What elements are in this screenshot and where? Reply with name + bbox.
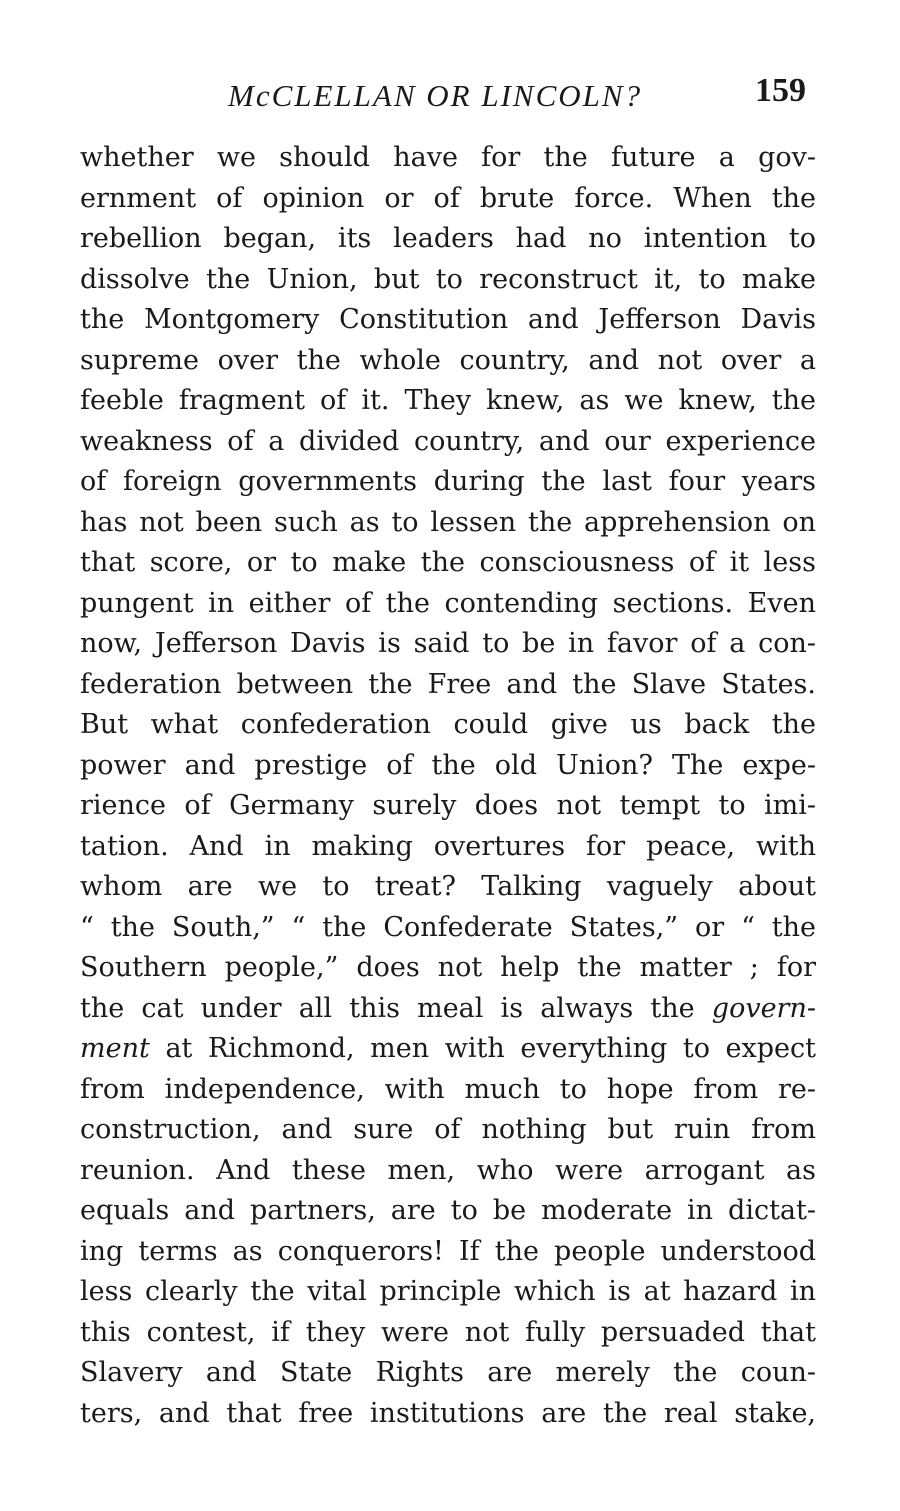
text-line: But what confederation could give us back the: [80, 709, 816, 740]
text-line: Slavery and State Rights are merely the coun-: [80, 1357, 816, 1388]
text-line: of foreign governments during the last four years: [80, 466, 816, 497]
text-line: reunion. And these men, who were arrogant as: [80, 1154, 816, 1186]
running-title: McCLELLAN OR LINCOLN?: [228, 78, 643, 113]
text-line: “ the South,” “ the Confederate States,” or “ the: [80, 911, 816, 943]
text-line: equals and partners, are to be moderate in dictat-: [80, 1195, 816, 1226]
text-line: now, Jefferson Davis is said to be in favor of a con-: [80, 628, 816, 659]
text-line: whom are we to treat? Talking vaguely about: [80, 871, 816, 902]
text-line: ernment of opinion or of brute force. When the: [80, 182, 816, 214]
text-line: that score, or to make the consciousness of it less: [80, 547, 816, 578]
text-line: weakness of a divided country, and our experience: [80, 425, 816, 457]
text-line: tation. And in making overtures for peace, with: [80, 830, 816, 862]
text-line: rience of Germany surely does not tempt to imi-: [80, 790, 816, 821]
text-line: Southern people,” does not help the matter ; for: [80, 952, 816, 983]
text-line: whether we should have for the future a gov-: [80, 142, 816, 173]
text-line: ing terms as conquerors! If the people understood: [80, 1235, 816, 1267]
text-line: from independence, with much to hope from re-: [80, 1073, 816, 1105]
text-line-mixed: [80, 989, 816, 1030]
text-line: supreme over the whole country, and not over a: [80, 344, 816, 376]
text-line-mixed: [80, 1029, 816, 1070]
running-head: [0, 72, 900, 120]
text-line: ters, and that free institutions are the real stake,: [80, 1397, 816, 1429]
text-run: the cat under all this meal is always the: [80, 992, 695, 1024]
text-line: dissolve the Union, but to reconstruct it, to make: [80, 263, 816, 295]
text-line: federation between the Free and the Slave States.: [80, 668, 816, 700]
text-line: has not been such as to lessen the apprehension on: [80, 506, 816, 538]
body-text: [80, 138, 816, 1434]
text-line: feeble fragment of it. They knew, as we knew, the: [80, 385, 816, 416]
text-line: less clearly the vital principle which is at hazard in: [80, 1276, 816, 1307]
text-run: at Richmond, men with everything to expect: [165, 1033, 816, 1064]
text-line: this contest, if they were not fully persuaded that: [80, 1316, 816, 1348]
text-line: the Montgomery Constitution and Jefferson Davis: [80, 304, 816, 335]
page-number: 159: [755, 72, 806, 109]
text-line: construction, and sure of nothing but ruin from: [80, 1114, 816, 1145]
italic-run: govern-: [711, 992, 816, 1024]
text-line: pungent in either of the contending sections. Even: [80, 587, 816, 619]
text-line: rebellion began, its leaders had no intention to: [80, 223, 816, 254]
italic-run: ment: [80, 1033, 150, 1064]
text-line: power and prestige of the old Union? The expe-: [80, 749, 816, 781]
